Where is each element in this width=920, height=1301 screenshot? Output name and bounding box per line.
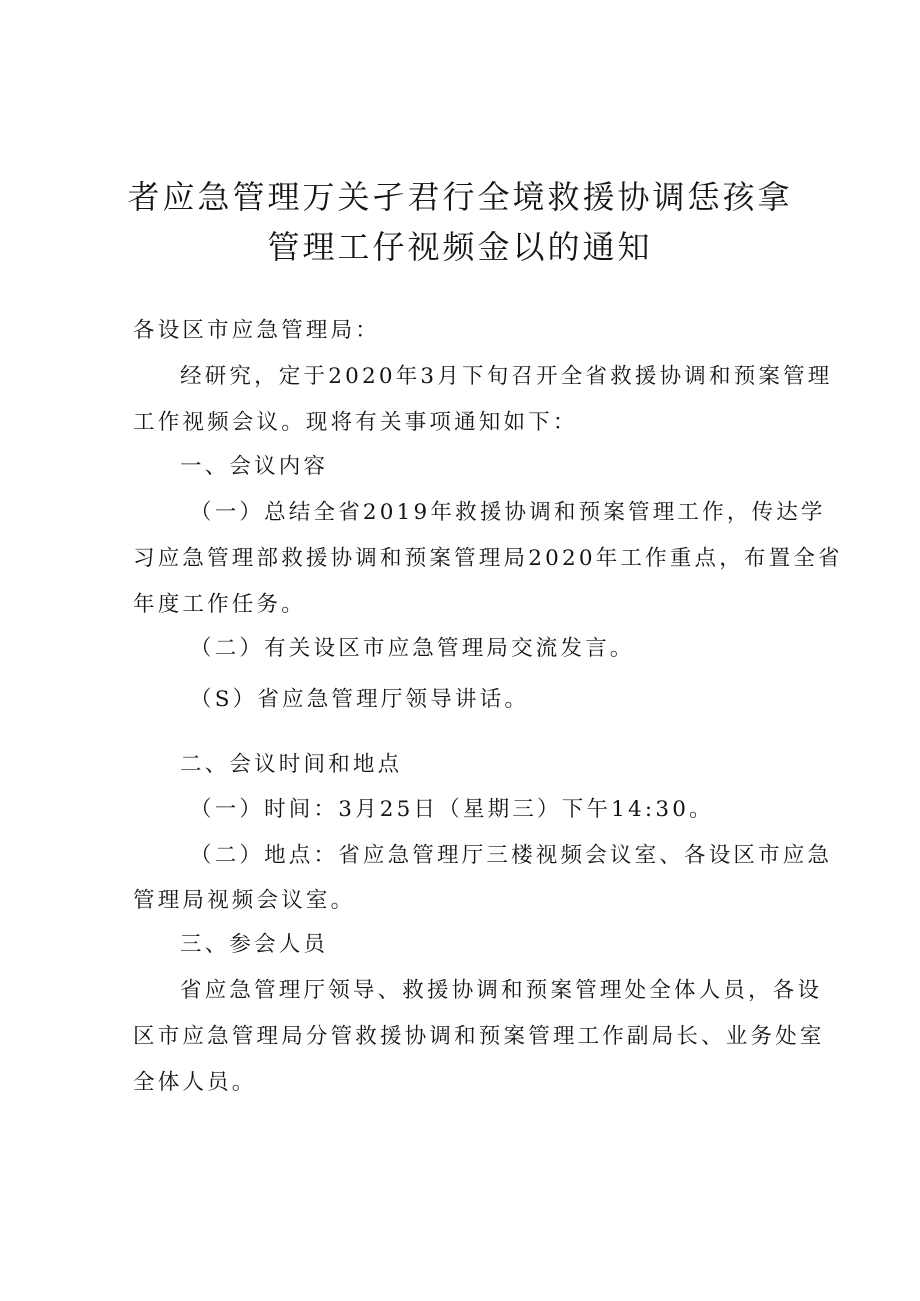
attendees-line-2: 区市应急管理局分管救援协调和预案管理工作副局长、业务处室 [133,1024,825,1049]
salutation: 各设区市应急管理局： [133,318,381,343]
content-item-1-line-1: （一）总结全省2019年救援协调和预案管理工作，传达学 [190,500,826,525]
document-title-line-1: 者应急管理万关孑君行全境救援协调恁孩拿 [127,178,793,216]
attendees-line-3: 全体人员。 [133,1070,257,1095]
place-item-line-2: 管理局视频会议室。 [133,888,356,913]
content-item-1-line-3: 年度工作任务。 [133,592,306,617]
section-heading-time-and-place: 二、会议时间和地点 [180,752,403,777]
content-item-2: （二）有关设区市应急管理局交流发言。 [190,636,635,661]
intro-paragraph-line-2: 工作视频会议。现将有关事项通知如下： [133,410,578,435]
section-heading-meeting-content: 一、会议内容 [180,454,329,479]
place-item-line-1: （二）地点：省应急管理厅三楼视频会议室、各设区市应急 [190,843,833,868]
content-item-3: （S）省应急管理厅领导讲话。 [190,687,530,712]
section-heading-attendees: 三、参会人员 [180,932,329,957]
intro-paragraph-line-1: 经研究，定于2020年3月下旬召开全省救援协调和预案管理 [180,364,833,389]
content-item-1-line-2: 习应急管理部救援协调和预案管理局2020年工作重点，布置全省 [133,546,843,571]
document-title-line-2: 管理工仔视频金以的通知 [267,228,653,266]
attendees-line-1: 省应急管理厅领导、救援协调和预案管理处全体人员，各设 [180,978,823,1003]
time-item: （一）时间：3月25日（星期三）下午14:30。 [190,797,714,822]
